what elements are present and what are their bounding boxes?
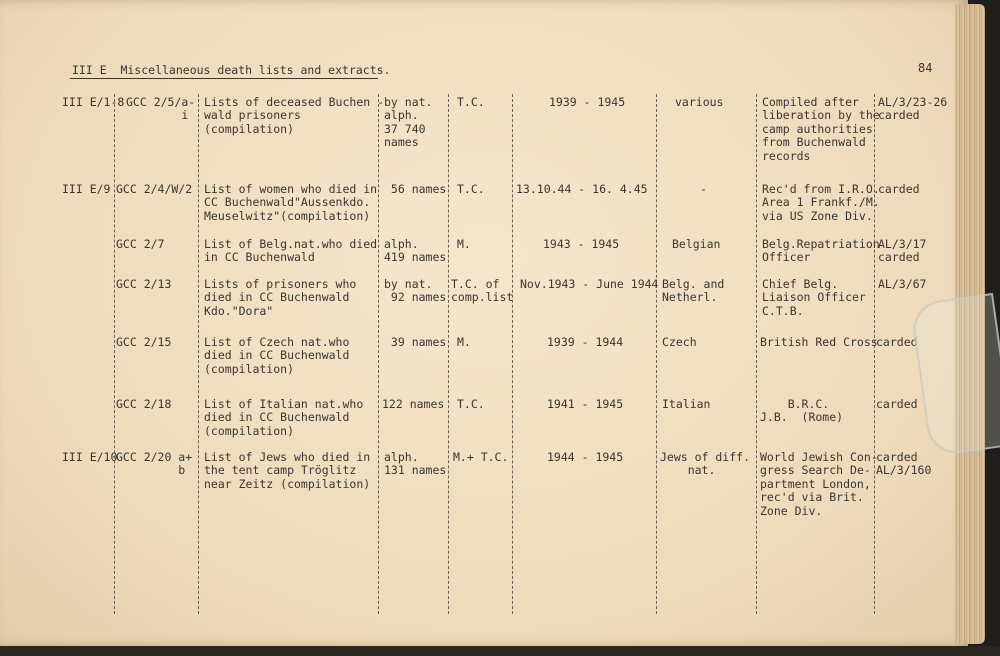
source-cell: T.C. of comp.list [451, 277, 514, 305]
source-cell: M. [457, 237, 471, 251]
status-cell: AL/3/67 [878, 277, 927, 291]
description-cell: List of Jews who died in the tent camp Tröglitz near Zeitz (compilation) [204, 450, 371, 491]
dates-cell: 1939 - 1944 [547, 335, 624, 349]
origin-cell: Rec'd from I.R.O. Area 1 Frankf./M. via US Zone Div. [762, 182, 880, 223]
column-divider [874, 94, 875, 614]
count-cell: 39 names [384, 335, 447, 349]
ref-cell: III E/10 [62, 450, 118, 464]
status-cell: AL/3/23-26 carded [878, 95, 948, 123]
nationality-cell: Italian [662, 397, 711, 411]
page-number: 84 [918, 61, 933, 75]
dates-cell: 1941 - 1945 [547, 397, 624, 411]
column-divider [656, 94, 657, 614]
status-cell: carded [876, 335, 918, 349]
nationality-cell: Czech [662, 335, 697, 349]
gcc-cell: GCC 2/13 [116, 277, 172, 291]
nationality-cell: - [700, 182, 707, 196]
nationality-cell: various [675, 95, 724, 109]
source-cell: M.+ T.C. [453, 450, 509, 464]
origin-cell: Compiled after liberation by the camp authorities from Buchenwald records [762, 95, 880, 163]
column-divider [378, 94, 379, 614]
status-cell: carded [878, 182, 920, 196]
description-cell: List of Italian nat.who died in CC Buchenwald (compilation) [204, 397, 364, 438]
nationality-cell: Belgian [672, 237, 721, 251]
dates-cell: 1944 - 1945 [547, 450, 624, 464]
title-underline [70, 78, 378, 79]
bottom-shadow [0, 646, 1000, 656]
column-divider [198, 94, 199, 614]
column-divider [448, 94, 449, 614]
count-cell: alph. 131 names [384, 450, 447, 478]
description-cell: List of women who died in CC Buchenwald"Aussenkdo. Meuselwitz"(compilation) [204, 182, 378, 223]
nationality-cell: Jews of diff. nat. [660, 450, 751, 478]
status-cell: carded AL/3/160 [876, 450, 932, 478]
source-cell: T.C. [457, 397, 485, 411]
origin-cell: World Jewish Con- gress Search De- partment London, rec'd via Brit. Zone Div. [760, 450, 878, 518]
description-cell: List of Czech nat.who died in CC Buchenwald (compilation) [204, 335, 350, 376]
gcc-cell: GCC 2/15 [116, 335, 172, 349]
dates-cell: 1939 - 1945 [549, 95, 626, 109]
column-divider [512, 94, 513, 614]
description-cell: Lists of prisoners who died in CC Buchenwald Kdo."Dora" [204, 277, 357, 318]
origin-cell: Chief Belg. Liaison Officer C.T.B. [762, 277, 866, 318]
gcc-cell: GCC 2/5/a- i [126, 95, 196, 123]
gcc-cell: GCC 2/4/W/2 [116, 182, 193, 196]
column-divider [114, 94, 115, 614]
ref-cell: III E/1-8 [62, 95, 125, 109]
origin-cell: Belg.Repatriation Officer [762, 237, 880, 265]
section-title: III E Miscellaneous death lists and extracts. [72, 63, 391, 77]
count-cell: by nat. alph. 37 740 names [384, 95, 433, 150]
gcc-cell: GCC 2/18 [116, 397, 172, 411]
count-cell: by nat. 92 names [384, 277, 447, 305]
dates-cell: Nov.1943 - June 1944 [520, 277, 659, 291]
ref-cell: III E/9 [62, 182, 111, 196]
source-cell: T.C. [457, 182, 485, 196]
description-cell: List of Belg.nat.who died in CC Buchenwald [204, 237, 378, 265]
origin-cell: B.R.C. J.B. (Rome) [760, 397, 844, 425]
source-cell: M. [457, 335, 471, 349]
count-cell: 56 names [384, 182, 447, 196]
status-cell: AL/3/17 carded [878, 237, 927, 265]
source-cell: T.C. [457, 95, 485, 109]
gcc-cell: GCC 2/7 [116, 237, 165, 251]
count-cell: 122 names [382, 397, 445, 411]
gcc-cell: GCC 2/20 a+ b [116, 450, 193, 478]
status-cell: carded [876, 397, 918, 411]
description-cell: Lists of deceased Buchen - wald prisoners (compilation) [204, 95, 385, 136]
nationality-cell: Belg. and Netherl. [662, 277, 725, 305]
dates-cell: 13.10.44 - 16. 4.45 [516, 182, 648, 196]
column-divider [756, 94, 757, 614]
origin-cell: British Red Cross [760, 335, 878, 349]
count-cell: alph. 419 names [384, 237, 447, 265]
dates-cell: 1943 - 1945 [543, 237, 620, 251]
